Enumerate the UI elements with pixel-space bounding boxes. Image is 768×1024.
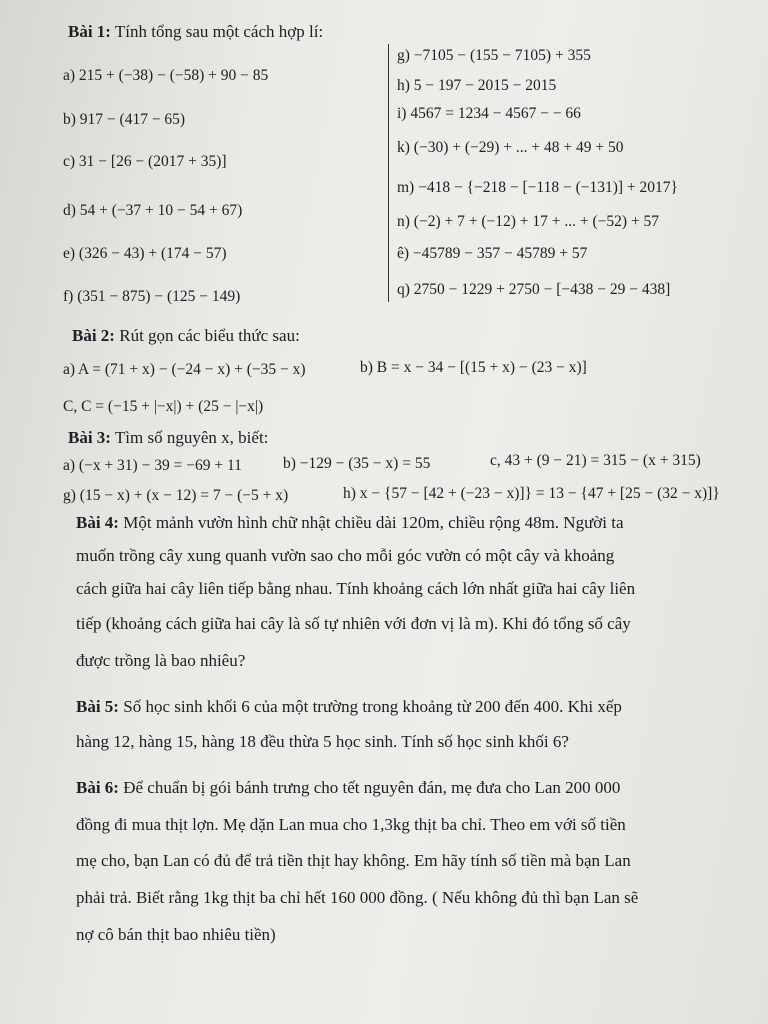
bai4-line-1	[76, 513, 624, 533]
bai1-item-a: a) 215 + (−38) − (−58) + 90 − 85	[63, 67, 269, 84]
bai1-item-e-hat: ê) −45789 − 357 − 45789 + 57	[397, 245, 588, 262]
bai3-item-a: a) (−x + 31) − 39 = −69 + 11	[63, 457, 242, 474]
bai3-item-b: b) −129 − (35 − x) = 55	[283, 455, 431, 472]
bai1-item-k: k) (−30) + (−29) + ... + 48 + 49 + 50	[397, 139, 624, 156]
bai4-line-5: được trồng là bao nhiêu?	[76, 651, 246, 670]
bai1-item-e: e) (326 − 43) + (174 − 57)	[63, 245, 227, 262]
bai5-text-1: Số học sinh khối 6 của một trường trong khoảng từ 200 đến 400. Khi xếp	[118, 697, 622, 716]
bai5-line-2: hàng 12, hàng 15, hàng 18 đều thừa 5 học sinh. Tính số học sinh khối 6?	[76, 732, 569, 751]
bai1-item-b: b) 917 − (417 − 65)	[63, 111, 186, 128]
bai6-line-3: mẹ cho, bạn Lan có đủ để trả tiền thịt hay không. Em hãy tính số tiền mà bạn Lan	[76, 851, 631, 870]
bai1-item-h: h) 5 − 197 − 2015 − 2015	[397, 77, 557, 94]
bai5-title: Bài 5:	[76, 697, 119, 716]
bai4-line-3: cách giữa hai cây liên tiếp bằng nhau. Tính khoảng cách lớn nhất giữa hai cây liên	[76, 579, 636, 598]
bai2-item-a: a) A = (71 + x) − (−24 − x) + (−35 − x)	[63, 361, 306, 378]
bai2-item-b: b) B = x − 34 − [(15 + x) − (23 − x)]	[360, 359, 587, 376]
bai4-text-1: Một mảnh vườn hình chữ nhật chiều dài 120m, chiều rộng 48m. Người ta	[118, 513, 624, 532]
bai1-heading	[68, 22, 323, 42]
bai3-text: Tìm số nguyên x, biết:	[110, 428, 269, 447]
bai4-title: Bài 4:	[76, 513, 119, 532]
bai4-line-4: tiếp (khoảng cách giữa hai cây là số tự nhiên với đơn vị là m). Khi đó tổng số cây	[76, 614, 631, 633]
bai3-item-c: c, 43 + (9 − 21) = 315 − (x + 315)	[490, 452, 701, 469]
bai6-line-5: nợ cô bán thịt bao nhiêu tiền)	[76, 925, 276, 944]
bai3-item-g: g) (15 − x) + (x − 12) = 7 − (−5 + x)	[63, 487, 289, 504]
bai6-text-1: Để chuẩn bị gói bánh trưng cho tết nguyên đán, mẹ đưa cho Lan 200 000	[118, 778, 621, 797]
bai6-title: Bài 6:	[76, 778, 119, 797]
bai5-line-1	[76, 697, 622, 717]
bai2-text: Rút gọn các biểu thức sau:	[114, 326, 300, 345]
bai3-title: Bài 3:	[68, 428, 111, 447]
bai1-item-i: i) 4567 = 1234 − 4567 − − 66	[397, 105, 581, 122]
bai1-item-m: m) −418 − {−218 − [−118 − (−131)] + 2017}	[397, 179, 678, 196]
bai2-title: Bài 2:	[72, 326, 115, 345]
bai2-item-c: C, C = (−15 + |−x|) + (25 − |−x|)	[63, 398, 264, 415]
bai1-text: Tính tổng sau một cách hợp lí:	[110, 22, 324, 41]
column-divider	[388, 44, 389, 302]
bai1-item-n: n) (−2) + 7 + (−12) + 17 + ... + (−52) + 57	[397, 213, 660, 230]
bai1-item-c: c) 31 − [26 − (2017 + 35)]	[63, 153, 227, 170]
bai2-heading	[72, 326, 300, 346]
bai3-item-h: h) x − {57 − [42 + (−23 − x)]} = 13 − {47 + [25 − (32 − x)]}	[343, 485, 720, 502]
bai4-line-2: muốn trồng cây xung quanh vườn sao cho mỗi góc vườn có một cây và khoảng	[76, 546, 615, 565]
bai6-line-4: phải trả. Biết rằng 1kg thịt ba chỉ hết 160 000 đồng. ( Nếu không đủ thì bạn Lan sẽ	[76, 888, 639, 907]
bai1-item-g: g) −7105 − (155 − 7105) + 355	[397, 47, 591, 64]
bai1-title: Bài 1:	[68, 22, 111, 41]
bai3-heading	[68, 428, 268, 448]
bai6-line-2: đồng đi mua thịt lợn. Mẹ dặn Lan mua cho 1,3kg thịt ba chỉ. Theo em với số tiền	[76, 815, 626, 834]
bai6-line-1	[76, 778, 620, 798]
bai1-item-q: q) 2750 − 1229 + 2750 − [−438 − 29 − 438]	[397, 281, 671, 298]
bai1-item-f: f) (351 − 875) − (125 − 149)	[63, 288, 241, 305]
bai1-item-d: d) 54 + (−37 + 10 − 54 + 67)	[63, 202, 243, 219]
